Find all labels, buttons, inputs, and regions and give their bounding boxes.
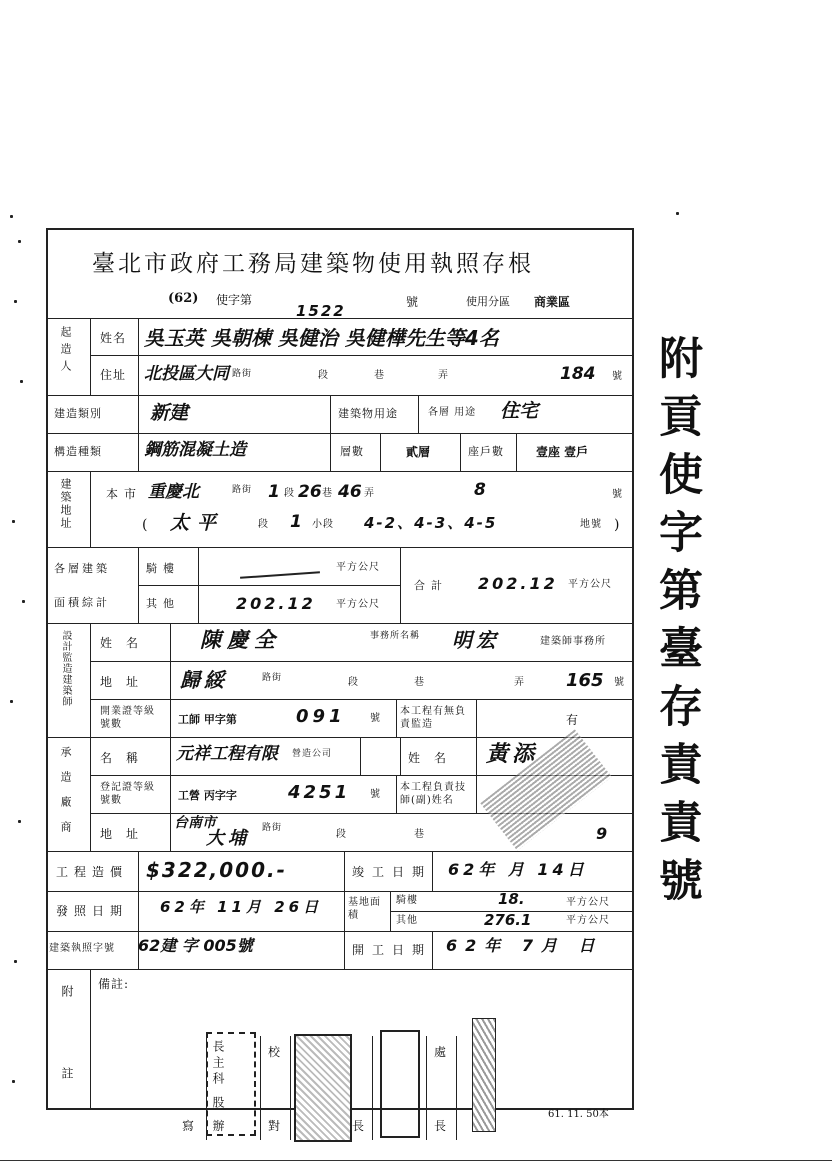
side-annotation: 附貢使字第臺存責責號 (651, 335, 702, 915)
scan-speck (12, 520, 15, 523)
contractor-name-label: 名稱 (100, 751, 153, 765)
rule (46, 891, 634, 892)
license-number: 1522 (296, 302, 346, 320)
rule (138, 318, 139, 395)
footer-col-send: 寫 (182, 1119, 196, 1133)
contractor-person: 黃添 (486, 742, 539, 767)
completion-value: 62年 月 14日 (448, 860, 588, 879)
site-lane: 26 (298, 482, 322, 502)
designer-address-label: 地址 (100, 675, 153, 689)
area-total-label: 合計 (414, 579, 448, 592)
scan-speck (14, 960, 17, 963)
rule (372, 1036, 373, 1140)
applicant-alley-unit: 弄 (438, 370, 449, 381)
zone-label: 使用分區 (466, 295, 510, 308)
contractor-reg-prefix: 工營 丙字字 (178, 789, 237, 802)
site-lots: 4-2、4-3、4-5 (364, 514, 498, 532)
issue-label: 發照日期 (56, 904, 129, 918)
contractor-section-label: 承造廠商 (59, 746, 72, 846)
building-use-label: 建築物用途 (338, 407, 398, 420)
contractor-address-label: 地址 (100, 827, 153, 841)
scan-speck (10, 700, 13, 703)
license-word-label: 使字第 (216, 293, 253, 307)
applicant-name: 吳玉英 吳朝棟 吳健治 吳健樺先生等4名 (144, 326, 499, 350)
area-arcade-unit: 平方公尺 (336, 562, 380, 573)
site-land-sec-unit: 段 (258, 519, 269, 530)
seal-stamp (472, 1018, 496, 1132)
rule (426, 1036, 427, 1140)
rule (290, 1036, 291, 1140)
permit-form (46, 228, 634, 1110)
designer-section-label: 設計監造建築師 (60, 630, 71, 707)
applicant-lane-unit: 巷 (374, 370, 385, 381)
contractor-reg-no: 4251 (288, 782, 351, 803)
rule (516, 433, 517, 471)
rule (138, 585, 400, 586)
site-no-unit: 號 (612, 489, 623, 500)
scan-speck (20, 380, 23, 383)
rule (138, 395, 139, 471)
rule (46, 471, 634, 472)
rule (344, 851, 345, 969)
designer-supervise-value: 有 (566, 713, 579, 727)
base-area-label: 基地面積 (348, 897, 381, 921)
license-prefix: (62) (168, 291, 199, 306)
area-other-unit: 平方公尺 (336, 599, 380, 610)
construction-type-label: 建造類別 (54, 407, 102, 420)
units-value: 壹座 壹戶 (536, 445, 589, 459)
rule (90, 471, 91, 547)
base-area-other-value: 276.1 (484, 911, 532, 929)
site-land-section: 太平 (170, 512, 225, 534)
cost-label: 工程造價 (56, 865, 129, 879)
contractor-tech-label: 本工程負責技師(副)姓名 (400, 782, 466, 806)
rule (90, 969, 91, 1110)
contractor-lane-unit: 巷 (414, 829, 425, 840)
applicant-name-label: 姓名 (100, 331, 127, 345)
scan-speck (12, 1080, 15, 1083)
base-area-arcade-label: 騎樓 (396, 895, 418, 906)
rule (46, 547, 634, 548)
floors-label: 層數 (340, 445, 364, 458)
site-alley: 46 (338, 482, 362, 502)
applicant-address-no-unit: 號 (612, 371, 623, 382)
footer-col-section: 處 (434, 1045, 448, 1059)
official-stamp-text: 長主科 股 辦 (211, 1040, 225, 1136)
designer-office: 明宏 (452, 628, 500, 652)
rule (476, 737, 477, 775)
designer-address: 歸綏 (180, 668, 228, 692)
units-label: 座戶數 (468, 445, 504, 458)
remarks-label: 備註: (98, 977, 130, 991)
rule (90, 661, 634, 662)
designer-office-label: 事務所名稱 (370, 631, 421, 641)
rule (418, 395, 419, 433)
construction-type-value: 新建 (150, 402, 189, 424)
rule (330, 395, 331, 433)
site-road-unit: 路街 (232, 485, 253, 495)
rule (396, 699, 397, 737)
site-alley-unit: 弄 (364, 488, 375, 499)
contractor-name-suffix: 營造公司 (292, 749, 333, 759)
building-use-floors: 各層 用途 (428, 407, 477, 418)
site-land-subsec-unit: 小段 (312, 519, 334, 530)
contractor-address-no: 9 (596, 824, 608, 843)
building-use-value: 住宅 (500, 400, 539, 422)
applicant-section-unit: 段 (318, 370, 329, 381)
footer-col-director: 長 (434, 1119, 448, 1133)
rule (90, 355, 634, 356)
rule (330, 433, 331, 471)
base-area-other-unit: 平方公尺 (566, 915, 610, 926)
remarks-section-label: 附註 (60, 985, 74, 1149)
base-area-other-label: 其他 (396, 915, 418, 926)
site-section-label: 建築地址 (59, 478, 72, 530)
site-no: 8 (474, 480, 486, 500)
rule (260, 1036, 261, 1140)
area-section-line2: 面積綜計 (54, 596, 110, 609)
document-title: 臺北市政府工務局建築物使用執照存根 (92, 251, 534, 277)
scan-speck (18, 240, 21, 243)
designer-supervise-label: 本工程有無負責監造 (400, 706, 466, 730)
zone-value: 商業區 (534, 295, 571, 309)
designer-cert-no: 091 (296, 706, 346, 727)
rule (46, 623, 634, 624)
rule (138, 547, 139, 623)
site-lots-unit: 地號 (580, 519, 602, 530)
site-sec-no: 1 (268, 482, 280, 502)
rule (170, 623, 171, 661)
building-permit-value: 62建 字 005號 (138, 936, 253, 955)
seal-stamp (380, 1030, 420, 1138)
rule (46, 737, 634, 738)
designer-address-no-unit: 號 (614, 677, 625, 688)
base-area-arcade-value: 18. (498, 890, 525, 908)
applicant-road-unit: 路街 (232, 369, 253, 379)
seal-stamp (294, 1034, 352, 1142)
designer-address-no: 165 (566, 670, 604, 691)
rule (90, 699, 634, 700)
scan-edge-line (0, 1160, 832, 1161)
applicant-address: 北投區大同 (144, 364, 229, 384)
site-lane-unit: 巷 (322, 488, 333, 499)
area-other-label: 其他 (146, 597, 180, 610)
designer-section-unit: 段 (348, 677, 359, 688)
footer-col-verify: 對 (268, 1119, 282, 1133)
area-arcade-label: 騎樓 (146, 562, 180, 575)
contractor-address: 大埔 (206, 828, 250, 849)
designer-cert-label: 開業證等級號數 (100, 706, 155, 730)
footer-col-chief: 長 (352, 1119, 366, 1133)
rule (46, 969, 634, 970)
floors-value: 貳層 (406, 445, 431, 459)
applicant-section-label: 起造人 (59, 326, 72, 377)
rule (170, 661, 171, 699)
rule (46, 851, 634, 852)
contractor-name: 元祥工程有限 (176, 744, 278, 764)
designer-cert-unit: 號 (370, 713, 381, 724)
site-road: 重慶北 (148, 482, 199, 502)
rule (476, 775, 477, 813)
designer-lane-unit: 巷 (414, 677, 425, 688)
contractor-road-unit: 路街 (262, 823, 283, 833)
rule (460, 433, 461, 471)
rule (198, 547, 199, 623)
designer-office-suffix: 建築師事務所 (540, 636, 606, 647)
start-label: 開工日期 (352, 943, 433, 957)
contractor-reg-label: 登記證等級號數 (100, 782, 155, 806)
rule (170, 737, 171, 851)
site-sec-unit: 段 (284, 488, 295, 499)
rule (380, 433, 381, 471)
rule (432, 851, 433, 891)
structure-label: 構造種類 (54, 445, 102, 458)
site-paren-open: ( (142, 517, 148, 533)
base-area-arcade-unit: 平方公尺 (566, 897, 610, 908)
footer-col-school: 校 (268, 1045, 282, 1059)
rule (400, 737, 401, 775)
rule (360, 737, 361, 775)
contractor-section-unit: 段 (336, 829, 347, 840)
rule (46, 318, 634, 319)
rule (46, 931, 634, 932)
scan-speck (22, 600, 25, 603)
designer-cert-prefix: 工師 甲字第 (178, 713, 237, 726)
scan-speck (18, 820, 21, 823)
designer-alley-unit: 弄 (514, 677, 525, 688)
site-city: 本市 (106, 487, 143, 501)
scan-speck (10, 215, 13, 218)
rule (456, 1036, 457, 1140)
cost-value: $322,000.- (146, 858, 287, 882)
designer-road-unit: 路街 (262, 673, 283, 683)
building-permit-label: 建築執照字號 (49, 943, 115, 954)
rule (390, 911, 634, 912)
structure-value: 鋼筋混凝土造 (144, 440, 246, 460)
rule (170, 699, 171, 737)
contractor-address-city: 台南市 (174, 815, 216, 831)
contractor-person-label: 姓名 (408, 751, 461, 765)
footer-print-code: 61. 11. 50本 (548, 1109, 609, 1120)
completion-label: 竣工日期 (352, 865, 433, 879)
rule (90, 318, 91, 395)
rule (46, 395, 634, 396)
area-total-value: 202.12 (478, 574, 558, 593)
area-section-line1: 各層建築 (54, 562, 110, 575)
designer-name-label: 姓名 (100, 636, 153, 650)
rule (400, 547, 401, 623)
rule (90, 623, 91, 851)
site-paren-close: ) (614, 517, 620, 533)
license-suffix: 號 (406, 295, 419, 309)
issue-value: 62年 11月 26日 (160, 898, 323, 916)
area-total-unit: 平方公尺 (568, 579, 612, 590)
rule (476, 699, 477, 737)
contractor-reg-unit: 號 (370, 789, 381, 800)
rule (46, 433, 634, 434)
site-land-subsec: 1 (290, 512, 302, 532)
rule (396, 775, 397, 813)
scan-speck (676, 212, 679, 215)
scan-speck (14, 300, 17, 303)
rule (432, 931, 433, 969)
designer-name: 陳慶全 (200, 628, 281, 652)
applicant-address-no: 184 (560, 364, 596, 384)
area-other-value: 202.12 (236, 594, 316, 613)
start-value: 62年 7月 日 (446, 936, 603, 955)
applicant-address-label: 住址 (100, 368, 127, 382)
